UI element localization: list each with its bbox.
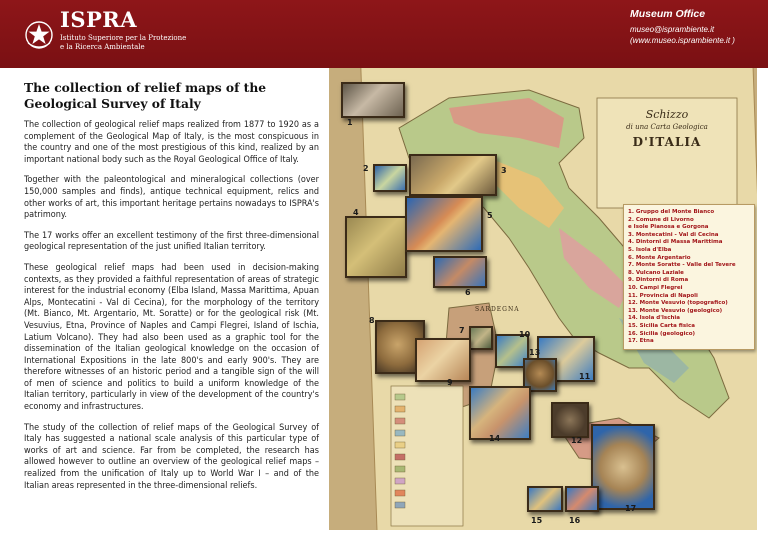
article-paragraph: These geological relief maps had been used in decision-making contexts, as they provided a faithful representation of areas of strategic interest for the industrial economy (Elba Island, Massa Marittima, Apuan Alps, Montecatini - Val di Cecina), for the morphology of the territory (Mt. Bianco, Mt. Argentario, Mt. Soratte) or for the geological risk (Mt. Vesuvius, Etna, Province of Naples and Campi Flegrei, Island of Ischia, Latium Volcano). They had also been used as a graphic tool for the dissemination of the Italian geological knowledge on the occasion of International Expositions in the late 800's and early 900's. They are therefore witnesses of an historic period and a tangible sign of the will of men of science and politics to build a uniform knowledge of the Italian territory, particularly in view of the development of the country's economy and infrastructures. (24, 262, 319, 413)
relief-thumb-4[interactable] (345, 216, 407, 278)
legend-item: 12. Monte Vesuvio (topografico) (628, 300, 728, 307)
relief-thumb-3[interactable] (409, 154, 497, 196)
relief-number: 13 (529, 348, 541, 357)
article-paragraph: The collection of geological relief maps realized from 1877 to 1920 as a complement of the Geological Map of Italy, is the most conspicuous in the country and one of the most prestigious of this kind, realized by an important national body such as the Royal Geological Office of Italy. (24, 120, 319, 165)
cartouche-line2: di una Carta Geologica (626, 123, 708, 131)
legend-item: 7. Monte Soratte - Valle del Tevere (628, 262, 736, 269)
office-email[interactable]: museo@isprambiente.it (630, 25, 715, 34)
legend-item: 1. Gruppo del Monte Bianco (628, 209, 715, 215)
relief-thumb-6[interactable] (433, 256, 487, 288)
legend-item: 3. Montecatini - Val di Cecina (628, 231, 719, 238)
relief-number: 14 (489, 434, 501, 443)
relief-number: 16 (569, 516, 581, 525)
legend-item: 9. Dintorni di Roma (628, 277, 689, 284)
article-panel (11, 68, 329, 530)
legend-item: 6. Monte Argentario (628, 254, 691, 261)
relief-thumb-7[interactable] (469, 326, 493, 350)
cartouche-line3: D'ITALIA (632, 135, 702, 149)
legend-item: 8. Vulcano Laziale (628, 269, 684, 276)
relief-number: 3 (501, 166, 507, 175)
legend-item: 10. Campi Flegrei (628, 284, 683, 291)
relief-number: 2 (363, 164, 369, 173)
legend-list (628, 209, 750, 346)
relief-thumb-9[interactable] (415, 338, 471, 382)
brand-name: ISPRA (60, 7, 138, 32)
article-paragraph: The 17 works offer an excellent testimony of the first three-dimensional geological representation of the just unified Italian territory. (24, 230, 319, 253)
relief-number: 9 (447, 378, 453, 387)
relief-number: 11 (579, 372, 591, 381)
article-paragraph: Together with the paleontological and mineralogical collections (over 150,000 samples and finds), antique technical equipment, relics and other works of art, this important heritage pertains nowadays to ISPRA's patrimony. (24, 175, 319, 221)
relief-thumb-16[interactable] (565, 486, 599, 512)
relief-thumb-14[interactable] (469, 386, 531, 440)
relief-number: 4 (353, 208, 359, 217)
office-url[interactable]: (www.museo.isprambiente.it ) (630, 36, 735, 45)
relief-number: 1 (347, 118, 353, 127)
relief-number: 10 (519, 330, 531, 339)
relief-thumb-17[interactable] (591, 424, 655, 510)
brand-subtitle (60, 34, 200, 52)
relief-thumb-1[interactable] (341, 82, 405, 118)
relief-number: 12 (571, 436, 583, 445)
header-band (0, 0, 768, 68)
brand-subtitle-line1: Istituto Superiore per la Protezione (60, 34, 187, 42)
relief-number: 15 (531, 516, 543, 525)
legend-item: 4. Dintorni di Massa Marittima (628, 239, 723, 246)
office-title: Museum Office (630, 8, 706, 20)
article-title: The collection of relief maps of the Geological Survey of Italy (24, 80, 267, 111)
geological-map (329, 68, 757, 530)
article-paragraph: The study of the collection of relief maps of the Geological Survey of Italy has suggested a national scale analysis of this particular type of works of art and science. Far from be completed, the research has allowed however to outline an overview of the geological relief maps – realized from the unification of Italy up to World War I – and of the Italian areas represented in the three-dimensional reliefs. (24, 422, 319, 491)
legend-item: 15. Sicilia Carta fisica (628, 322, 695, 329)
relief-number: 5 (487, 211, 493, 220)
cartouche-line1: Schizzo (645, 108, 689, 121)
legend-item: 17. Etna (628, 338, 654, 345)
relief-number: 17 (625, 504, 637, 513)
museum-office-block (630, 8, 750, 46)
relief-map-legend (623, 204, 755, 350)
legend-item: 11. Provincia di Napoli (628, 292, 698, 299)
legend-item: 2. Comune di Livorno (628, 216, 694, 223)
relief-thumb-12[interactable] (551, 402, 589, 438)
relief-thumb-15[interactable] (527, 486, 563, 512)
map-cartouche (601, 108, 733, 149)
relief-number: 6 (465, 288, 471, 297)
ispra-emblem-icon (22, 16, 56, 54)
poster-content (11, 68, 757, 530)
relief-number: 8 (369, 316, 375, 325)
brand-subtitle-line2: e la Ricerca Ambientale (60, 43, 145, 51)
relief-thumb-5[interactable] (405, 196, 483, 252)
legend-item: 5. Isola d'Elba (628, 246, 672, 253)
relief-thumb-2[interactable] (373, 164, 407, 192)
sea-label: SARDEGNA (475, 306, 520, 313)
legend-item: 14. Isola d'Ischia (628, 315, 680, 322)
legend-item: e Isole Pianosa e Gorgona (628, 224, 709, 231)
legend-item: 16. Sicilia (geologico) (628, 330, 696, 337)
legend-item: 13. Monte Vesuvio (geologico) (628, 307, 723, 314)
relief-number: 7 (459, 326, 465, 335)
